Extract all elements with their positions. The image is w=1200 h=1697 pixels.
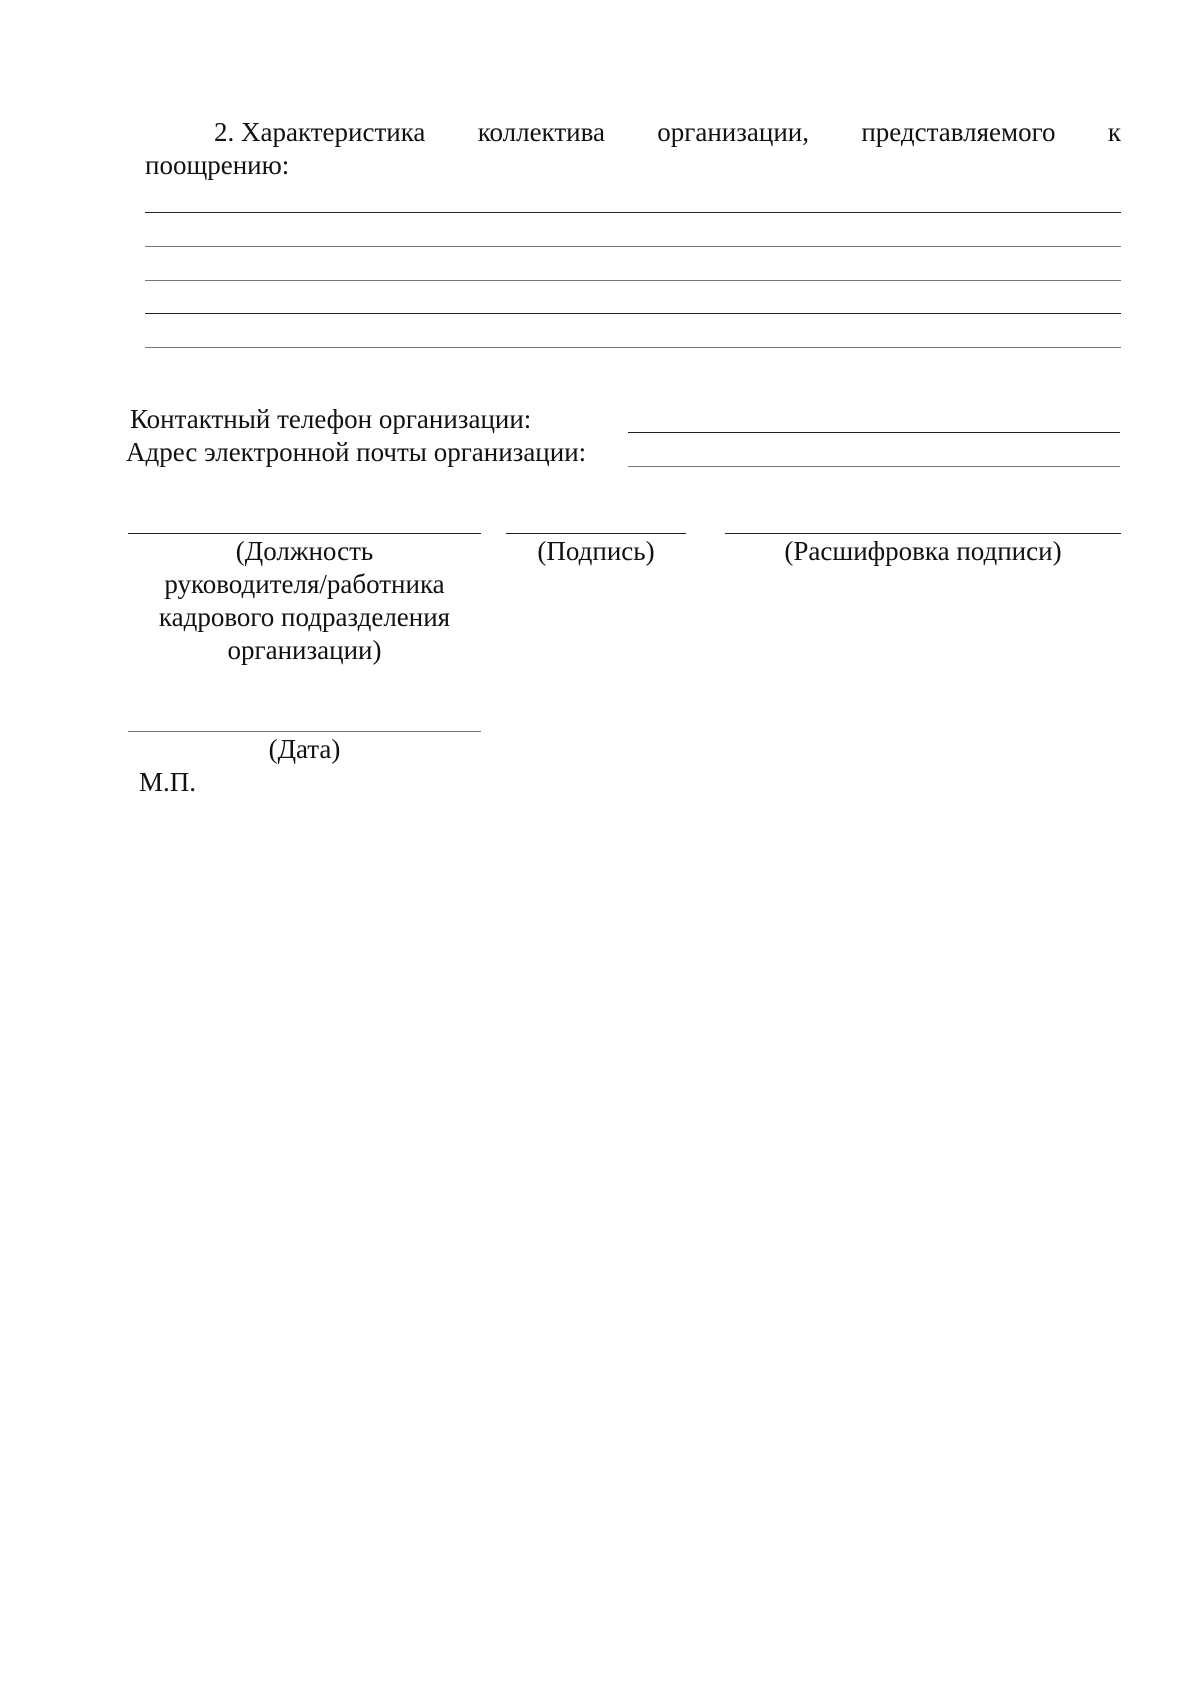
email-label: Адрес электронной почты организации: xyxy=(126,437,587,467)
position-caption xyxy=(128,535,481,667)
heading-word: к xyxy=(1107,117,1121,147)
signature-field-line[interactable] xyxy=(506,533,686,534)
characteristic-line[interactable] xyxy=(145,246,1121,247)
section-heading xyxy=(145,116,1121,148)
heading-word: коллектива xyxy=(477,117,605,147)
position-caption-line: кадрового подразделения xyxy=(158,602,451,632)
heading-word: представляемого xyxy=(861,117,1056,147)
signature-decoding-caption: (Расшифровка подписи) xyxy=(784,536,1062,566)
phone-field-line[interactable] xyxy=(628,432,1120,433)
characteristic-line[interactable] xyxy=(145,313,1121,314)
date-caption: (Дата) xyxy=(268,734,341,764)
characteristic-line[interactable] xyxy=(145,212,1121,213)
position-field-line[interactable] xyxy=(128,533,481,534)
heading-word: организации, xyxy=(657,117,810,147)
section-heading-continuation: поощрению: xyxy=(145,150,290,180)
phone-label: Контактный телефон организации: xyxy=(130,404,532,434)
stamp-place-label: М.П. xyxy=(139,767,197,797)
date-field-line[interactable] xyxy=(128,731,481,732)
position-caption-line: организации) xyxy=(227,635,382,665)
signature-decoding-field-line[interactable] xyxy=(725,533,1121,534)
characteristic-line[interactable] xyxy=(145,280,1121,281)
position-caption-line: руководителя/работника xyxy=(164,569,445,599)
position-caption-line: (Должность xyxy=(235,536,374,566)
email-field-line[interactable] xyxy=(628,466,1120,467)
heading-word: 2. Характеристика xyxy=(214,117,426,147)
characteristic-line[interactable] xyxy=(145,347,1121,348)
signature-caption: (Подпись) xyxy=(537,536,655,566)
